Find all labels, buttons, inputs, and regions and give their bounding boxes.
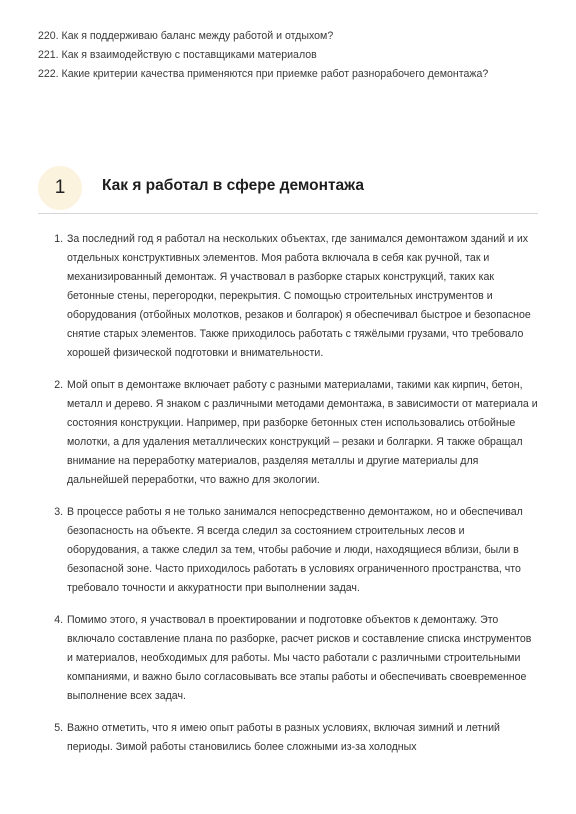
section-number-badge: 1	[38, 166, 82, 210]
paragraph-item: 1. За последний год я работал на нескольких объектах, где занимался демонтажом зданий и их отдельных конструктивных элементов. Моя работа включала в себя как ручной, так и механизированный демонтаж. Я участвовал в разборке старых конструкций, таких как бетонные стены, перегородки, перекрытия. С помощью строительных инструментов и оборудования (отбойных молотков, резаков и болгарок) я обеспечивал быстрое и безопасное снятие старых элементов. Также приходилось работать с тяжёлыми грузами, что требовало хорошей физической подготовки и внимательности.	[66, 230, 538, 363]
paragraph-item: 3. В процессе работы я не только занимался непосредственно демонтажом, но и обеспечивал безопасность на объекте. Я всегда следил за состоянием строительных лесов и оборудования, а также следил за тем, чтобы рабочие и люди, находящиеся вблизи, были в безопасной зоне. Часто приходилось работать в условиях ограниченного пространства, что требовало точности и аккуратности при выполнении задач.	[66, 503, 538, 598]
table-of-contents	[38, 27, 548, 84]
paragraph-item: 4. Помимо этого, я участвовал в проектировании и подготовке объектов к демонтажу. Это включало составление плана по разборке, расчет рисков и составление списка инструментов и материалов, необходимых для работы. Мы часто работали с различными строительными компаниями, и важно было согласовывать все этапы работы и обеспечивать своевременное выполнение всех задач.	[66, 611, 538, 706]
toc-item: 222. Какие критерии качества применяются при приемке работ разнорабочего демонтажа?	[38, 68, 489, 80]
section-header	[38, 163, 538, 214]
paragraph-item: 2. Мой опыт в демонтаже включает работу с разными материалами, такими как кирпич, бетон, металл и дерево. Я знаком с различными методами демонтажа, в зависимости от материала и состояния конструкции. Например, при разборке бетонных стен использовались отбойные молотки, а для удаления металлических конструкций – резаки и болгарки. Я также обращал внимание на переработку материалов, разделяя металлы и другие материалы для дальнейшей переработки, что важно для экологии.	[66, 376, 538, 490]
toc-item: 221. Как я взаимодействую с поставщиками материалов	[38, 49, 317, 61]
section-paragraph-list	[48, 230, 538, 770]
section-title: Как я работал в сфере демонтажа	[102, 177, 364, 194]
toc-item: 220. Как я поддерживаю баланс между работой и отдыхом?	[38, 30, 334, 42]
paragraph-item: 5. Важно отметить, что я имею опыт работы в разных условиях, включая зимний и летний периоды. Зимой работы становились более сложными из-за холодных	[66, 719, 538, 757]
